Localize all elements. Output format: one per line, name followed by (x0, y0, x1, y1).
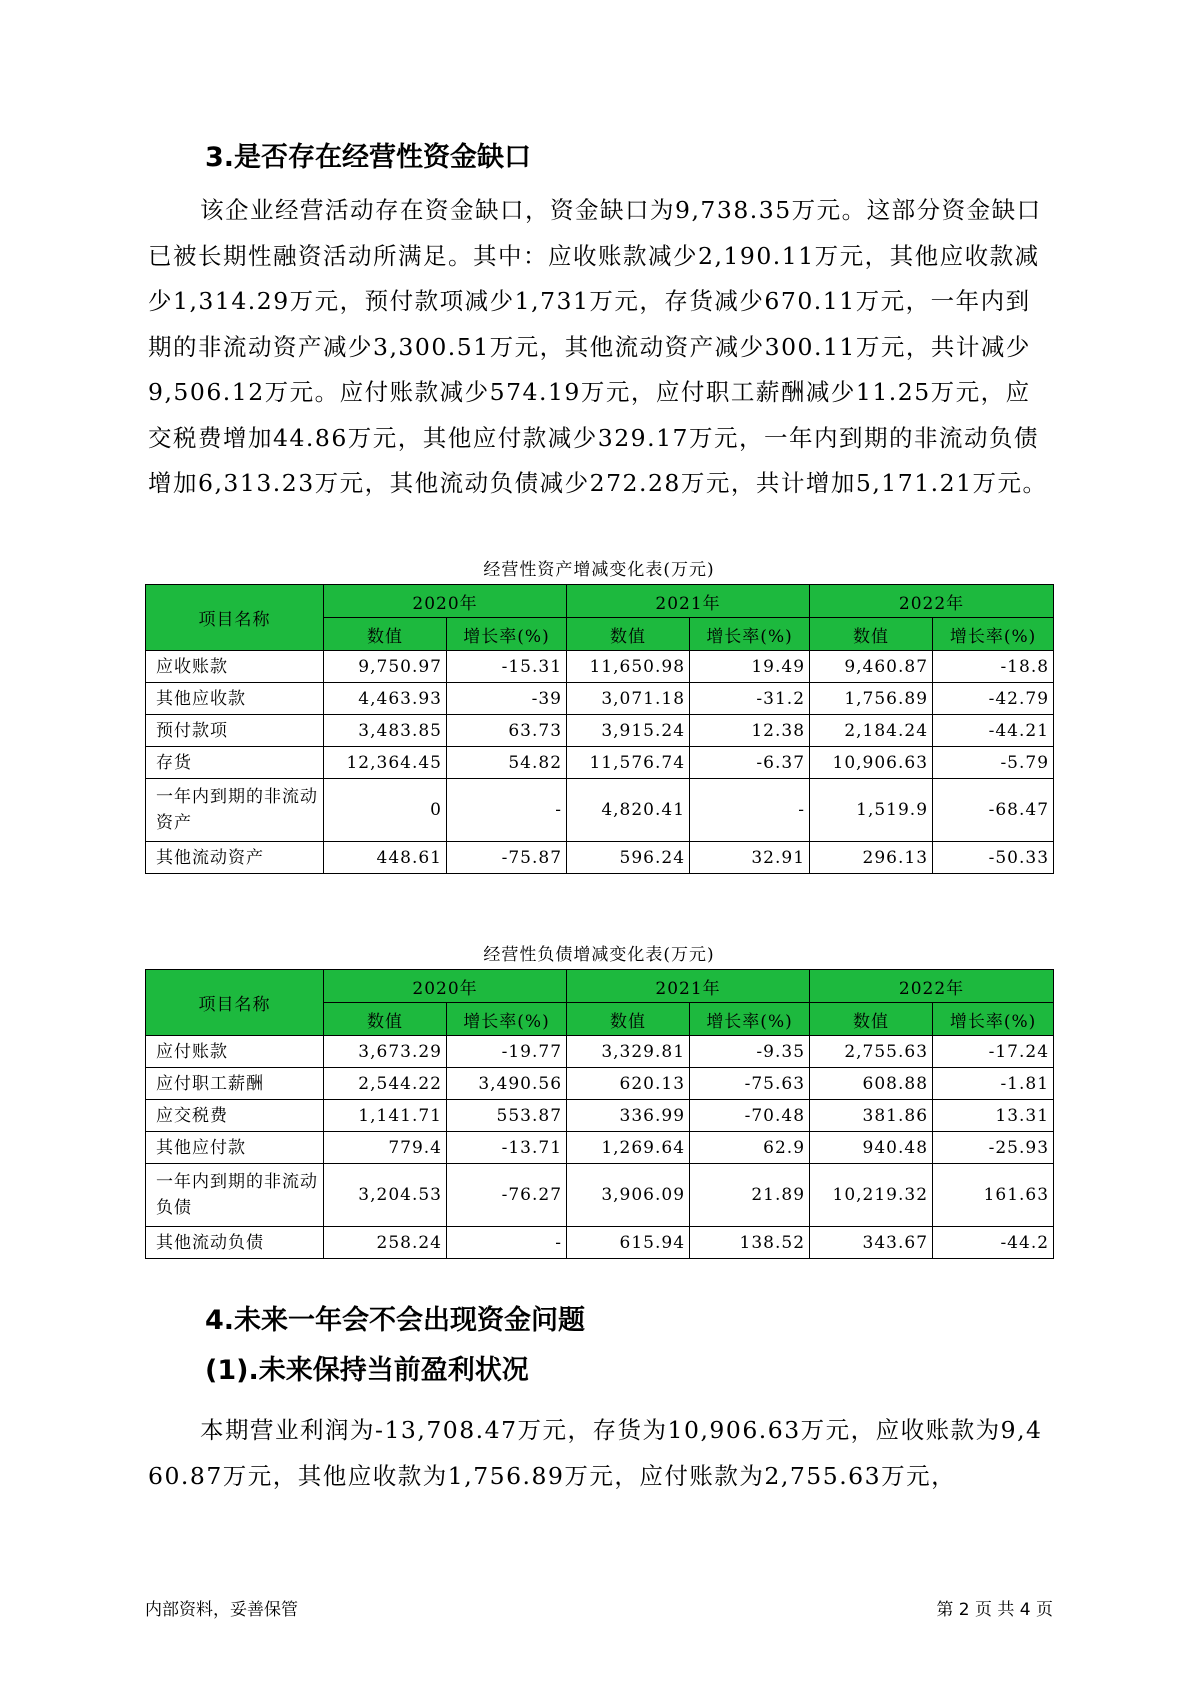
table-row (146, 1132, 1054, 1164)
asset-table (145, 584, 1054, 874)
table-row (146, 779, 1054, 842)
header-value: 数值 (567, 1003, 690, 1036)
cell-growth: -44.2 (933, 1227, 1054, 1259)
cell-growth: 13.31 (933, 1100, 1054, 1132)
cell-value: 3,673.29 (324, 1036, 447, 1068)
header-value: 数值 (324, 618, 447, 651)
header-growth-rate: 增长率(%) (447, 1003, 567, 1036)
header-value: 数值 (810, 1003, 933, 1036)
liability-table-caption: 经营性负债增减变化表(万元) (483, 945, 715, 965)
cell-value: 381.86 (810, 1100, 933, 1132)
cell-growth: -68.47 (933, 779, 1054, 842)
row-name: 应付账款 (146, 1036, 324, 1068)
cell-growth: - (447, 779, 567, 842)
cell-value: 4,820.41 (567, 779, 690, 842)
cell-growth: -39 (447, 683, 567, 715)
cell-value: 2,544.22 (324, 1068, 447, 1100)
cell-growth: 63.73 (447, 715, 567, 747)
cell-value: 343.67 (810, 1227, 933, 1259)
cell-growth: 161.63 (933, 1164, 1054, 1227)
cell-value: 3,483.85 (324, 715, 447, 747)
cell-growth: 3,490.56 (447, 1068, 567, 1100)
cell-value: 448.61 (324, 842, 447, 874)
cell-value: 940.48 (810, 1132, 933, 1164)
header-value: 数值 (567, 618, 690, 651)
cell-value: 10,219.32 (810, 1164, 933, 1227)
cell-growth: -25.93 (933, 1132, 1054, 1164)
row-name: 存货 (146, 747, 324, 779)
cell-growth: -15.31 (447, 651, 567, 683)
footer-confidential-note: 内部资料，妥善保管 (145, 1600, 298, 1620)
header-year-2021: 2021年 (567, 585, 810, 618)
cell-value: 3,915.24 (567, 715, 690, 747)
cell-value: 12,364.45 (324, 747, 447, 779)
header-year-2020: 2020年 (324, 970, 567, 1003)
cell-value: 3,329.81 (567, 1036, 690, 1068)
section-3-paragraph: 该企业经营活动存在资金缺口，资金缺口为9,738.35万元。这部分资金缺口已被长期性融资活动所满足。其中：应收账款减少2,190.11万元，其他应收款减少1,314.29万元，预付款项减少1,731万元，存货减少670.11万元，一年内到期的非流动资产减少3,300.51万元，其他流动资产减少300.11万元，共计减少9,506.12万元。应付账款减少574.19万元，应付职工薪酬减少11.25万元，应交税费增加44.86万元，其他应付款减少329.17万元，一年内到期的非流动负债增加6,313.23万元，其他流动负债减少272.28万元，共计增加5,171.21万元。 (148, 196, 1048, 497)
header-growth-rate: 增长率(%) (447, 618, 567, 651)
row-name: 其他流动资产 (146, 842, 324, 874)
header-year-2022: 2022年 (810, 970, 1054, 1003)
footer-page-number: 第 2 页 共 4 页 (936, 1600, 1053, 1620)
cell-growth: -17.24 (933, 1036, 1054, 1068)
cell-growth: 21.89 (690, 1164, 810, 1227)
cell-growth: 62.9 (690, 1132, 810, 1164)
header-item-name: 项目名称 (146, 585, 324, 651)
table-row (146, 1227, 1054, 1259)
header-value: 数值 (324, 1003, 447, 1036)
cell-value: 336.99 (567, 1100, 690, 1132)
cell-value: 3,204.53 (324, 1164, 447, 1227)
table-row (146, 747, 1054, 779)
header-growth-rate: 增长率(%) (690, 618, 810, 651)
row-name: 应付职工薪酬 (146, 1068, 324, 1100)
cell-value: 1,141.71 (324, 1100, 447, 1132)
cell-value: 3,906.09 (567, 1164, 690, 1227)
cell-growth: -75.63 (690, 1068, 810, 1100)
cell-growth: -42.79 (933, 683, 1054, 715)
cell-growth: - (690, 779, 810, 842)
section-4-subheading: (1).未来保持当前盈利状况 (205, 1355, 529, 1386)
section-4-heading: 4.未来一年会不会出现资金问题 (205, 1305, 586, 1336)
cell-growth: -9.35 (690, 1036, 810, 1068)
row-name: 应交税费 (146, 1100, 324, 1132)
header-year-2020: 2020年 (324, 585, 567, 618)
table-row (146, 842, 1054, 874)
cell-value: 9,460.87 (810, 651, 933, 683)
cell-value: 296.13 (810, 842, 933, 874)
row-name: 一年内到期的非流动负债 (146, 1164, 324, 1227)
cell-growth: -50.33 (933, 842, 1054, 874)
table-row (146, 1100, 1054, 1132)
cell-growth: -31.2 (690, 683, 810, 715)
cell-value: 620.13 (567, 1068, 690, 1100)
row-name: 一年内到期的非流动资产 (146, 779, 324, 842)
cell-growth: 32.91 (690, 842, 810, 874)
cell-growth: -6.37 (690, 747, 810, 779)
row-name: 其他应收款 (146, 683, 324, 715)
cell-growth: 553.87 (447, 1100, 567, 1132)
table-row (146, 1164, 1054, 1227)
cell-growth: - (447, 1227, 567, 1259)
header-growth-rate: 增长率(%) (933, 1003, 1054, 1036)
cell-value: 596.24 (567, 842, 690, 874)
asset-table-caption: 经营性资产增减变化表(万元) (483, 560, 715, 580)
header-item-name: 项目名称 (146, 970, 324, 1036)
section-4-paragraph: 本期营业利润为-13,708.47万元，存货为10,906.63万元，应收账款为9,460.87万元，其他应收款为1,756.89万元，应付账款为2,755.63万元， (148, 1416, 1043, 1490)
cell-value: 11,650.98 (567, 651, 690, 683)
cell-growth: -70.48 (690, 1100, 810, 1132)
cell-growth: 12.38 (690, 715, 810, 747)
header-year-2021: 2021年 (567, 970, 810, 1003)
cell-value: 615.94 (567, 1227, 690, 1259)
table-row (146, 1068, 1054, 1100)
cell-value: 1,269.64 (567, 1132, 690, 1164)
cell-growth: -13.71 (447, 1132, 567, 1164)
row-name: 应收账款 (146, 651, 324, 683)
cell-growth: -19.77 (447, 1036, 567, 1068)
cell-value: 0 (324, 779, 447, 842)
cell-value: 258.24 (324, 1227, 447, 1259)
cell-growth: -44.21 (933, 715, 1054, 747)
cell-value: 11,576.74 (567, 747, 690, 779)
table-row (146, 1036, 1054, 1068)
cell-value: 2,755.63 (810, 1036, 933, 1068)
cell-value: 779.4 (324, 1132, 447, 1164)
cell-growth: -5.79 (933, 747, 1054, 779)
row-name: 其他流动负债 (146, 1227, 324, 1259)
table-row (146, 715, 1054, 747)
cell-growth: -1.81 (933, 1068, 1054, 1100)
header-growth-rate: 增长率(%) (933, 618, 1054, 651)
cell-value: 10,906.63 (810, 747, 933, 779)
cell-value: 608.88 (810, 1068, 933, 1100)
row-name: 其他应付款 (146, 1132, 324, 1164)
row-name: 预付款项 (146, 715, 324, 747)
cell-value: 1,756.89 (810, 683, 933, 715)
table-row (146, 651, 1054, 683)
cell-value: 3,071.18 (567, 683, 690, 715)
table-row (146, 683, 1054, 715)
cell-growth: -76.27 (447, 1164, 567, 1227)
cell-value: 9,750.97 (324, 651, 447, 683)
cell-value: 4,463.93 (324, 683, 447, 715)
cell-value: 2,184.24 (810, 715, 933, 747)
cell-growth: -18.8 (933, 651, 1054, 683)
cell-growth: 54.82 (447, 747, 567, 779)
cell-value: 1,519.9 (810, 779, 933, 842)
header-value: 数值 (810, 618, 933, 651)
header-growth-rate: 增长率(%) (690, 1003, 810, 1036)
section-3-heading: 3.是否存在经营性资金缺口 (205, 142, 532, 173)
cell-growth: 138.52 (690, 1227, 810, 1259)
liability-table (145, 969, 1054, 1259)
cell-growth: -75.87 (447, 842, 567, 874)
header-year-2022: 2022年 (810, 585, 1054, 618)
cell-growth: 19.49 (690, 651, 810, 683)
